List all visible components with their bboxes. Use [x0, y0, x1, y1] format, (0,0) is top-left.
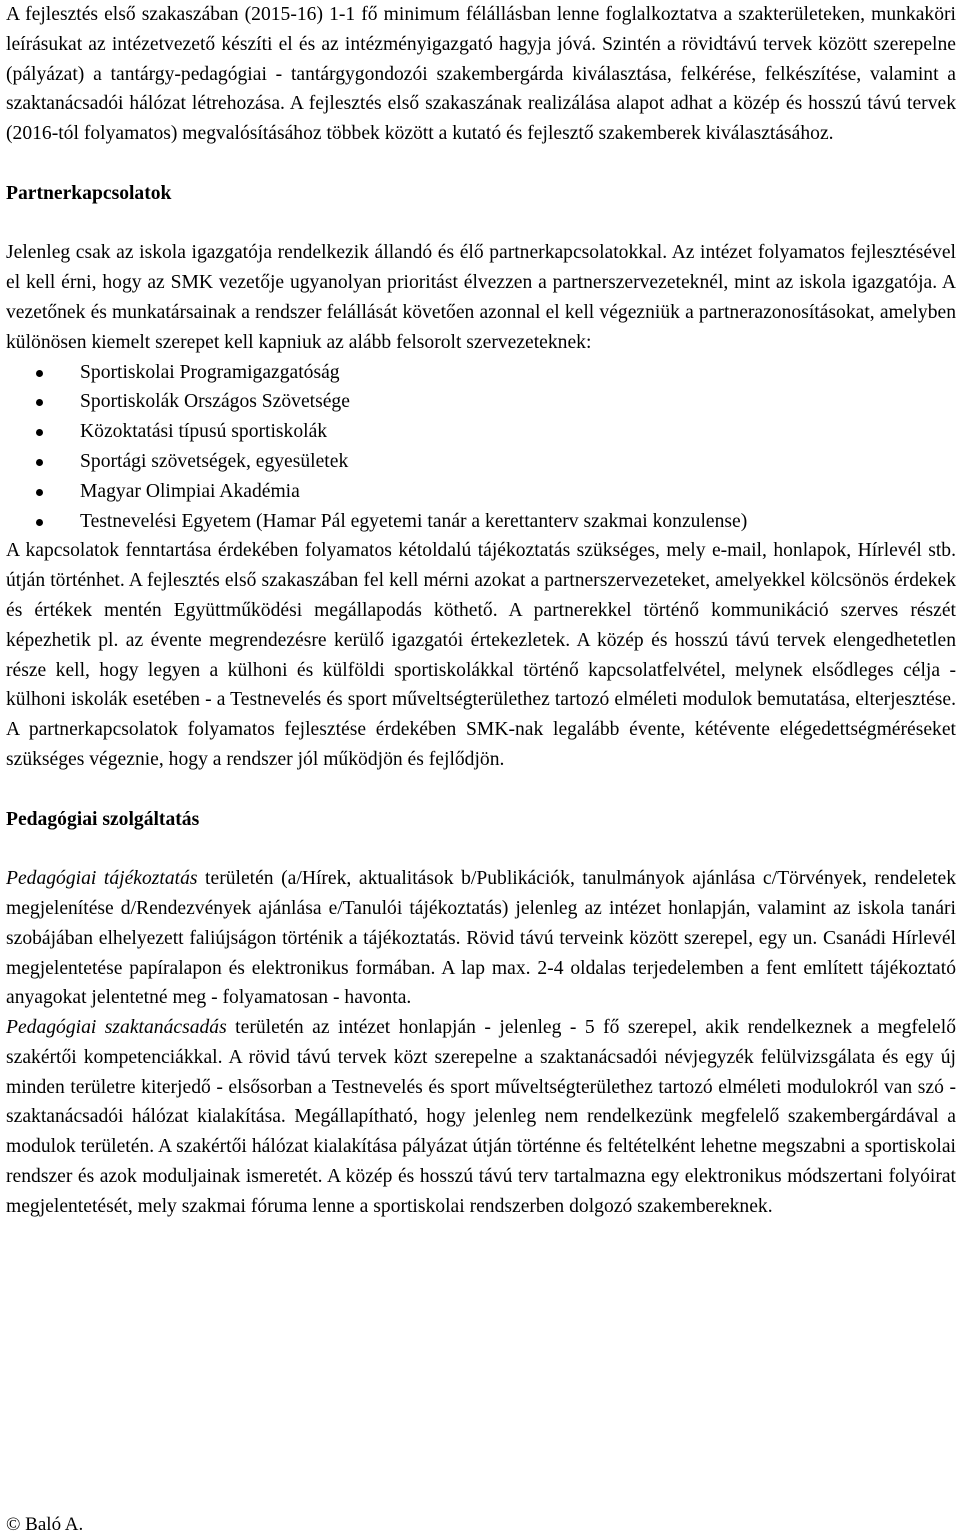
- list-item: Sportiskolák Országos Szövetsége: [6, 387, 956, 417]
- italic-term: Pedagógiai tájékoztatás: [6, 868, 198, 890]
- paragraph-pedagogical-information: Pedagógiai tájékoztatás területén (a/Hírek, aktualitások b/Publikációk, tanulmányok ajánlása c/Törvények, rendeletek megjelenítése d/Rendezvények ajánlása e/Tanulói tájékoztatás) jelenleg az intézet honlapján, valamint az iskola tanári szobájában elhelyezett faliújságon történik a tájékoztatás. Rövid távú terveink között szerepel, egy un. Csanádi Hírlevél megjelentetése papíralapon és elektronikus formában. A lap max. 2-4 oldalas terjedelemben a fent említett tájékoztató anyagokat jelentetné meg - folyamatosan - havonta.: [6, 868, 956, 1009]
- list-item: Testnevelési Egyetem (Hamar Pál egyetemi tanár a kerettanterv szakmai konzulense): [6, 507, 956, 537]
- partner-list: [6, 358, 956, 537]
- spacer: [6, 834, 956, 864]
- bullet-icon: [36, 519, 43, 526]
- spacer: [6, 209, 956, 239]
- italic-term: Pedagógiai szaktanácsadás: [6, 1017, 227, 1039]
- paragraph-development-phase: A fejlesztés első szakaszában (2015-16) 1-1 fő minimum félállásban lenne foglalkoztatva a szakterületeken, munkaköri leírásukat az intézetvezető készíti el és az intézményigazgató hagyja jóvá. Szintén a rövidtávú tervek között szerepelne (pályázat) a tantárgy-pedagógiai - tantárgygondozói szakembergárda kiválasztása, felkérése, felkészítése, valamint a szaktanácsadói hálózat létrehozása. A fejlesztés első szakaszának realizálása alapot adhat a közép és hosszú távú tervek (2016-tól folyamatos) megvalósításához többek között a kutató és fejlesztő szakemberek kiválasztásához.: [6, 4, 956, 145]
- footer-copyright: © Baló A.: [6, 1514, 84, 1535]
- paragraph-partnerships: Jelenleg csak az iskola igazgatója rendelkezik állandó és élő partnerkapcsolatokkal. Az intézet folyamatos fejlesztésével el kell érni, hogy az SMK vezetője ugyanolyan prioritást élvezzen a partnerszervezeteknél, mint az iskola igazgatója. A vezetőnek és munkatársainak a rendszer felállását követően azonnal el kell végezniük a partnerazonosításokat, amelyben különösen kiemelt szerepet kell kapniuk az alább felsorolt szervezeteknek:: [6, 242, 956, 353]
- bullet-icon: [36, 489, 43, 496]
- bullet-icon: [36, 399, 43, 406]
- list-item: Magyar Olimpiai Akadémia: [6, 477, 956, 507]
- document-page: [6, 0, 956, 1222]
- heading-partnerships: Partnerkapcsolatok: [6, 182, 172, 204]
- list-item: Sportági szövetségek, egyesületek: [6, 447, 956, 477]
- paragraph-communication: A kapcsolatok fenntartása érdekében folyamatos kétoldalú tájékoztatás szükséges, mely e-mail, honlapok, Hírlevél stb. útján történhet. A fejlesztés első szakaszában fel kell mérni azokat a partnerszervezeteket, amelyekkel kölcsönös érdekek és értékek mentén Együttműködési megállapodás köthető. A partnerekkel történő kommunikáció szerves részét képezhetik pl. az évente megrendezésre kerülő igazgatói értekezletek. A közép és hosszú távú tervek elengedhetetlen része kell, hogy legyen a külhoni és külföldi sportiskolákkal történő kapcsolatfelvétel, melynek elsődleges célja - külhoni iskolák esetében - a Testnevelés és sport műveltségterülethez tartozó elméleti modulok bemutatása, elterjesztése. A partnerkapcsolatok folyamatos fejlesztése érdekében SMK-nak legalább évente, kétévente elégedettségméréseket szükséges végeznie, hogy a rendszer jól működjön és fejlődjön.: [6, 540, 956, 770]
- bullet-icon: [36, 370, 43, 377]
- spacer: [6, 149, 956, 179]
- list-item: Közoktatási típusú sportiskolák: [6, 417, 956, 447]
- bullet-icon: [36, 459, 43, 466]
- spacer: [6, 775, 956, 805]
- heading-pedagogical-service: Pedagógiai szolgáltatás: [6, 808, 200, 830]
- list-item: Sportiskolai Programigazgatóság: [6, 358, 956, 388]
- paragraph-pedagogical-consulting: Pedagógiai szaktanácsadás területén az intézet honlapján - jelenleg - 5 fő szerepel, akik rendelkeznek a megfelelő szakértői kompetenciákkal. A rövid távú tervek közt szerepelne a szaktanácsadói névjegyzék felülvizsgálata és egy új minden területre kiterjedő - elsősorban a Testnevelés és sport műveltségterülethez tartozó elméleti modulokról van szó - szaktanácsadói hálózat kialakítása. Megállapítható, hogy jelenleg nem rendelkezünk megfelelő szakembergárdával a modulok területén. A szakértői hálózat kialakítása pályázat útján történne és feltételként lehetne megszabni a sportiskolai rendszer és azok moduljainak ismeretét. A közép és hosszú távú terv tartalmazna egy elektronikus módszertani folyóirat megjelentetését, mely szakmai fóruma lenne a sportiskolai rendszerben dolgozó szakembereknek.: [6, 1017, 956, 1217]
- bullet-icon: [36, 429, 43, 436]
